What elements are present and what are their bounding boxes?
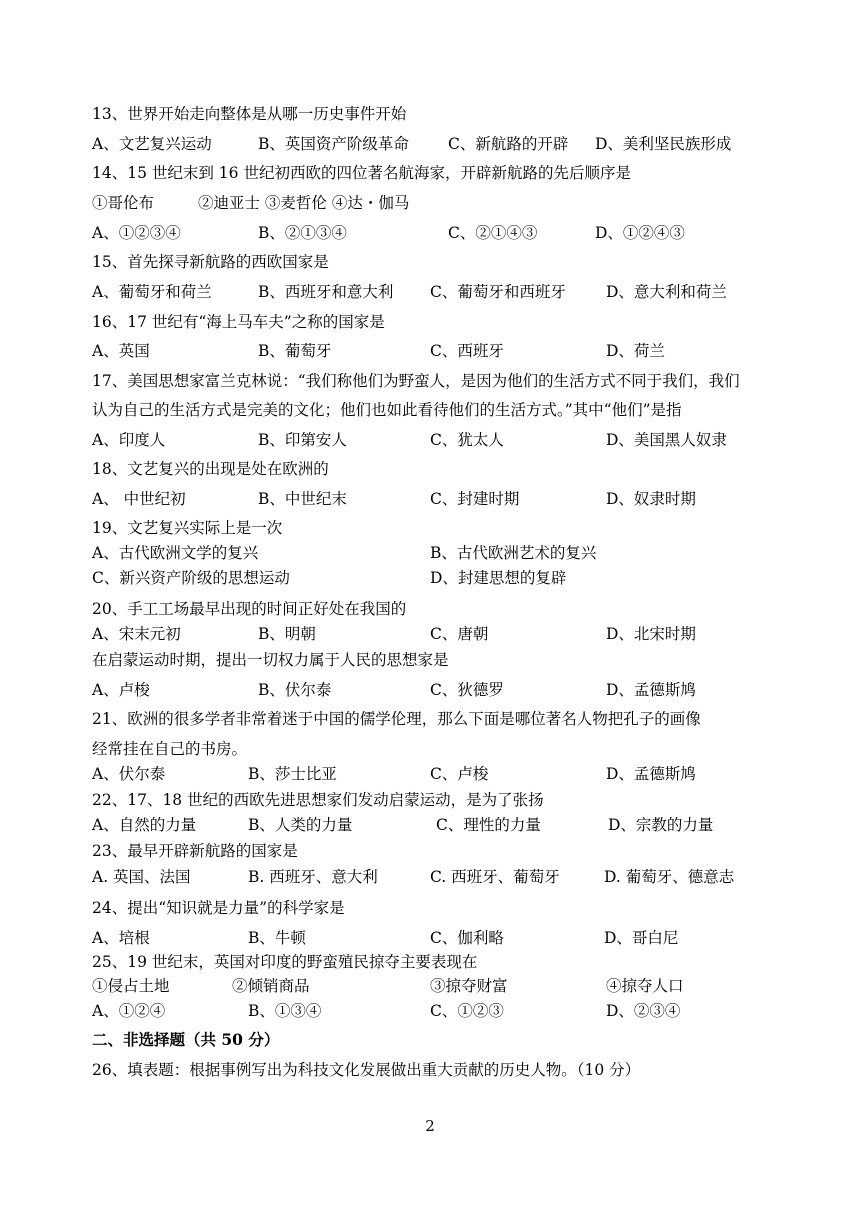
- q14-option-d: D、①②④③: [595, 224, 685, 242]
- question-enlightenment-stem: 在启蒙运动时期，提出一切权力属于人民的思想家是: [92, 651, 449, 669]
- q19-option-a: A、古代欧洲文学的复兴: [92, 544, 259, 562]
- q16-option-a: A、英国: [92, 342, 150, 360]
- q14-option-a: A、①②③④: [92, 224, 181, 242]
- q14-option-b: B、②①③④: [258, 224, 347, 242]
- q25-item-2: ②倾销商品: [232, 977, 310, 995]
- q14-items-2-4: ②迪亚士 ③麦哲伦 ④达・伽马: [198, 194, 410, 212]
- q24-option-a: A、培根: [92, 929, 150, 947]
- page-number: 2: [425, 1117, 435, 1135]
- qe-option-d: D、孟德斯鸠: [606, 681, 696, 699]
- question-15-stem: 15、首先探寻新航路的西欧国家是: [92, 253, 329, 271]
- q25-option-b: B、①③④: [248, 1002, 322, 1020]
- q20-option-d: D、北宋时期: [606, 625, 696, 643]
- q21-option-a: A、伏尔泰: [92, 765, 166, 783]
- q13-option-b: B、英国资产阶级革命: [258, 135, 409, 153]
- q25-item-3: ③掠夺财富: [430, 977, 508, 995]
- q23-option-c: C. 西班牙、葡萄牙: [430, 868, 560, 886]
- q15-option-d: D、意大利和荷兰: [606, 283, 727, 301]
- question-20-stem: 20、手工工场最早出现的时间正好处在我国的: [92, 600, 407, 618]
- question-16-stem: 16、17 世纪有“海上马车夫”之称的国家是: [92, 313, 385, 331]
- q17-option-d: D、美国黑人奴隶: [606, 431, 727, 449]
- section-2-title: 二、非选择题（共 50 分）: [92, 1030, 280, 1049]
- q24-option-d: D、哥白尼: [604, 929, 679, 947]
- q14-item-1: ①哥伦布: [92, 194, 155, 212]
- q16-option-d: D、荷兰: [606, 342, 665, 360]
- q21-option-d: D、孟德斯鸠: [606, 765, 696, 783]
- q18-option-b: B、中世纪末: [258, 490, 347, 508]
- q13-option-c: C、新航路的开辟: [448, 135, 569, 153]
- question-26-stem: 26、填表题：根据事例写出为科技文化发展做出重大贡献的历史人物。（10 分）: [92, 1061, 641, 1079]
- q23-option-d: D. 葡萄牙、德意志: [604, 868, 735, 886]
- q13-option-d: D、美利坚民族形成: [595, 135, 732, 153]
- q20-option-b: B、明朝: [258, 625, 316, 643]
- q22-option-b: B、人类的力量: [248, 816, 353, 834]
- q21-option-c: C、卢梭: [430, 765, 489, 783]
- q19-option-b: B、古代欧洲艺术的复兴: [430, 544, 597, 562]
- q18-option-d: D、奴隶时期: [606, 490, 696, 508]
- qe-option-c: C、狄德罗: [430, 681, 504, 699]
- q25-item-4: ④掠夺人口: [606, 977, 684, 995]
- question-21-stem: 21、欧洲的很多学者非常着迷于中国的儒学伦理，那么下面是哪位著名人物把孔子的画像: [92, 710, 701, 728]
- question-24-stem: 24、提出“知识就是力量”的科学家是: [92, 899, 345, 917]
- q25-item-1: ①侵占土地: [92, 977, 170, 995]
- q17-option-c: C、犹太人: [430, 431, 504, 449]
- q16-option-c: C、西班牙: [430, 342, 504, 360]
- question-19-stem: 19、文艺复兴实际上是一次: [92, 519, 283, 537]
- q21-option-b: B、莎士比亚: [248, 765, 337, 783]
- q24-option-c: C、伽利略: [430, 929, 504, 947]
- q22-option-a: A、自然的力量: [92, 816, 197, 834]
- q15-option-a: A、葡萄牙和荷兰: [92, 283, 212, 301]
- question-13-stem: 13、世界开始走向整体是从哪一历史事件开始: [92, 105, 407, 123]
- q25-option-c: C、①②③: [430, 1002, 504, 1020]
- q17-option-b: B、印第安人: [258, 431, 347, 449]
- q14-option-c: C、②①④③: [448, 224, 538, 242]
- question-22-stem: 22、17、18 世纪的西欧先进思想家们发动启蒙运动，是为了张扬: [92, 791, 544, 809]
- q25-option-a: A、①②④: [92, 1002, 166, 1020]
- q19-option-c: C、新兴资产阶级的思想运动: [92, 569, 290, 587]
- question-21-stem-cont: 经常挂在自己的书房。: [92, 740, 248, 758]
- q15-option-b: B、西班牙和意大利: [258, 283, 394, 301]
- question-18-stem: 18、文艺复兴的出现是处在欧洲的: [92, 460, 329, 478]
- question-25-stem: 25、19 世纪末，英国对印度的野蛮殖民掠夺主要表现在: [92, 953, 478, 971]
- q22-option-c: C、理性的力量: [436, 816, 541, 834]
- question-23-stem: 23、最早开辟新航路的国家是: [92, 842, 298, 860]
- question-17-stem-cont: 认为自己的生活方式是完美的文化；他们也如此看待他们的生活方式。”其中“他们”是指: [92, 401, 682, 419]
- q19-option-d: D、封建思想的复辟: [430, 569, 567, 587]
- question-17-stem: 17、美国思想家富兰克林说：“我们称他们为野蛮人，是因为他们的生活方式不同于我们，我们: [92, 372, 740, 390]
- q18-option-c: C、封建时期: [430, 490, 520, 508]
- q24-option-b: B、牛顿: [248, 929, 306, 947]
- qe-option-a: A、卢梭: [92, 681, 150, 699]
- q20-option-a: A、宋末元初: [92, 625, 181, 643]
- qe-option-b: B、伏尔泰: [258, 681, 332, 699]
- q20-option-c: C、唐朝: [430, 625, 489, 643]
- q18-option-a: A、 中世纪初: [92, 490, 186, 508]
- q22-option-d: D、宗教的力量: [608, 816, 714, 834]
- q23-option-a: A. 英国、法国: [92, 868, 191, 886]
- q25-option-d: D、②③④: [606, 1002, 681, 1020]
- q23-option-b: B. 西班牙、意大利: [248, 868, 378, 886]
- q17-option-a: A、印度人: [92, 431, 166, 449]
- q13-option-a: A、文艺复兴运动: [92, 135, 212, 153]
- q16-option-b: B、葡萄牙: [258, 342, 332, 360]
- question-14-stem: 14、15 世纪末到 16 世纪初西欧的四位著名航海家，开辟新航路的先后顺序是: [92, 164, 631, 182]
- q15-option-c: C、葡萄牙和西班牙: [430, 283, 566, 301]
